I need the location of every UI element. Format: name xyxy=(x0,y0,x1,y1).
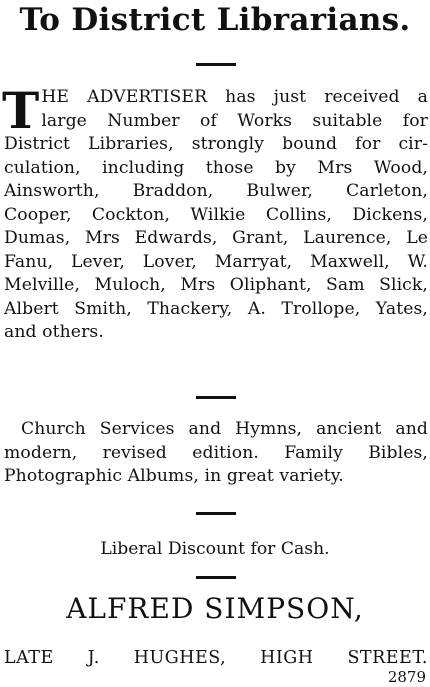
divider-rule xyxy=(196,576,236,579)
text-line: Melville, Muloch, Mrs Oliphant, Sam Slick, xyxy=(4,275,428,295)
text-line: Cooper, Cockton, Wilkie Collins, Dickens, xyxy=(4,204,428,225)
text-line: Dumas, Mrs Edwards, Grant, Laurence, Le xyxy=(4,228,428,248)
ad-number: 2879 xyxy=(387,668,426,686)
dropcap: T xyxy=(2,81,40,140)
text-line: modern, revised edition. Family Bibles, xyxy=(4,442,428,463)
text-line: Fanu, Lever, Lover, Marryat, Maxwell, W. xyxy=(4,251,428,272)
text-line: large Number of Works suitable for xyxy=(41,110,428,131)
advertiser-name: ALFRED SIMPSON, xyxy=(66,592,364,625)
divider-rule xyxy=(196,63,236,66)
text-line: Church Services and Hymns, ancient and xyxy=(21,419,428,439)
text-line: culation, including those by Mrs Wood, xyxy=(4,157,428,178)
paragraph-services xyxy=(4,418,428,489)
discount-line: Liberal Discount for Cash. xyxy=(100,539,330,559)
text-line: and others. xyxy=(4,322,104,342)
address-line: LATE J. HUGHES, HIGH STREET. xyxy=(4,648,428,668)
text-line: HE ADVERTISER has just received a xyxy=(41,87,428,107)
divider-rule xyxy=(196,512,236,515)
paragraph-works xyxy=(2,81,428,345)
text-line: Ainsworth, Braddon, Bulwer, Carleton, xyxy=(4,181,428,201)
text-line: District Libraries, strongly bound for cir- xyxy=(4,134,428,154)
text-line: Photographic Albums, in great variety. xyxy=(4,466,344,486)
text-line: Albert Smith, Thackery, A. Trollope, Yates, xyxy=(4,298,428,319)
divider-rule xyxy=(196,396,236,399)
headline: To District Librarians. xyxy=(19,2,411,38)
